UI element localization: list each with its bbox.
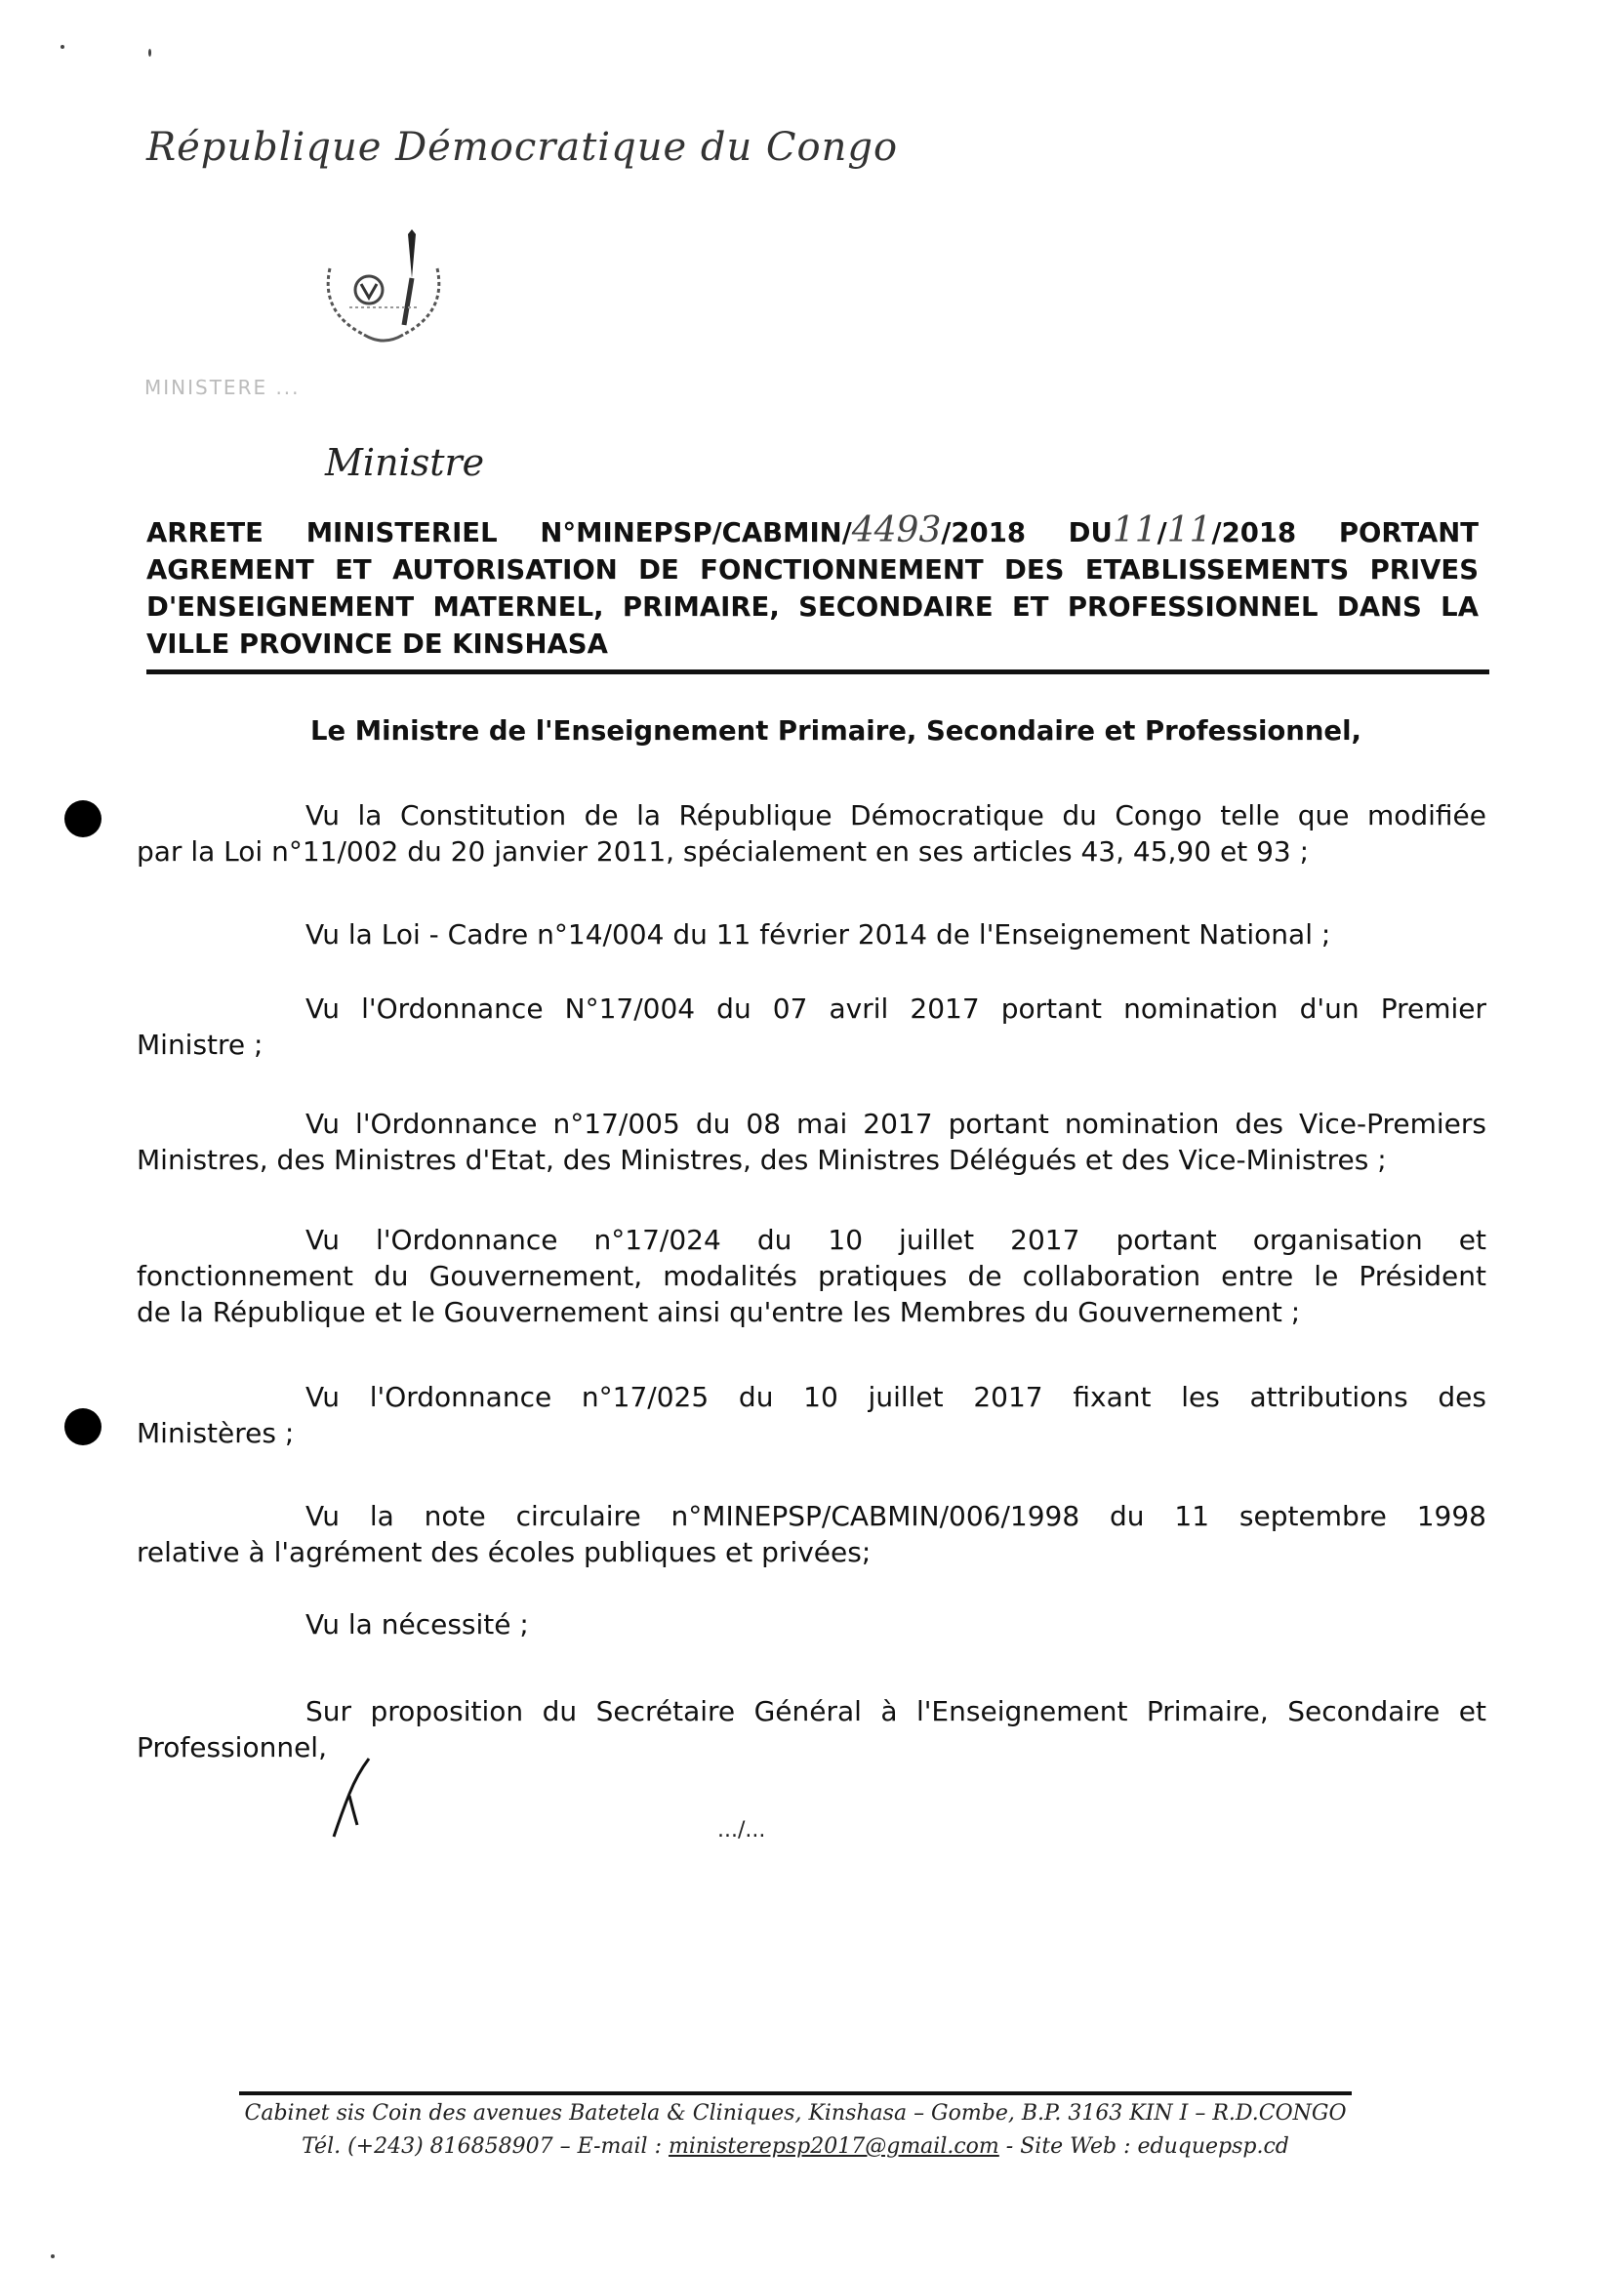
scan-speck xyxy=(148,49,151,57)
visa-necessite: Vu la nécessité ; xyxy=(305,1608,529,1641)
coat-of-arms-emblem xyxy=(310,220,457,356)
decree-heading xyxy=(146,512,1479,663)
visa-ordonnance-premier-ministre: Vu l'Ordonnance N°17/004 du 07 avril 2017 portant nomination d'un Premier Ministre ; xyxy=(137,993,1486,1061)
minister-title: Le Ministre de l'Enseignement Primaire, Secondaire et Professionnel, xyxy=(310,715,1361,747)
ministry-faded-text: MINISTERE ... xyxy=(144,376,301,399)
punch-hole xyxy=(64,800,102,837)
punch-hole xyxy=(64,1408,102,1445)
decree-month-handwritten: 11 xyxy=(1166,510,1212,550)
ministre-label: Ministre xyxy=(325,441,485,484)
decree-heading-line-2: AGREMENT ET AUTORISATION DE FONCTIONNEMENT DES ETABLISSEMENTS PRIVES xyxy=(146,554,1479,586)
heading-rule xyxy=(146,669,1489,674)
footer-rule xyxy=(239,2091,1352,2095)
footer-address: Cabinet sis Coin des avenues Batetela & Cliniques, Kinshasa – Gombe, B.P. 3163 KIN I – R.D.CONGO xyxy=(244,2101,1347,2126)
decree-number-handwritten: 4493 xyxy=(851,510,942,550)
visa-constitution: Vu la Constitution de la République Démocratique du Congo telle que modifiée par la Loi n°11/002 du 20 janvier 2011, spécialement en ses articles 43, 45,90 et 93 ; xyxy=(137,799,1486,868)
decree-heading-line-3: D'ENSEIGNEMENT MATERNEL, PRIMAIRE, SECONDAIRE ET PROFESSIONNEL DANS LA xyxy=(146,591,1479,623)
continued-marker: .../... xyxy=(717,1818,766,1843)
visa-proposition: Sur proposition du Secrétaire Général à l'Enseignement Primaire, Secondaire et Professionnel, xyxy=(137,1695,1486,1763)
visa-note-circulaire: Vu la note circulaire n°MINEPSP/CABMIN/006/1998 du 11 septembre 1998 relative à l'agrément des écoles publiques et privées; xyxy=(137,1500,1486,1568)
visa-ordonnance-attributions: Vu l'Ordonnance n°17/025 du 10 juillet 2017 fixant les attributions des Ministères ; xyxy=(137,1381,1486,1449)
footer-contact: Tél. (+243) 816858907 – E-mail : ministerepsp2017@gmail.com - Site Web : eduquepsp.cd xyxy=(302,2134,1289,2159)
visa-loi-cadre: Vu la Loi - Cadre n°14/004 du 11 février 2014 de l'Enseignement National ; xyxy=(305,918,1331,951)
visa-ordonnance-organisation: Vu l'Ordonnance n°17/024 du 10 juillet 2017 portant organisation et fonctionnement du Gouvernement, modalités pratiques de collaboration entre le Président de la République et le Gouvernement ainsi qu'entre les Membres du Gouvernement ; xyxy=(137,1224,1486,1328)
visa-ordonnance-vice-premiers: Vu l'Ordonnance n°17/005 du 08 mai 2017 portant nomination des Vice-Premiers Ministres, des Ministres d'Etat, des Ministres, des Ministres Délégués et des Vice-Ministres ; xyxy=(137,1108,1486,1176)
footer-email-link[interactable]: ministerepsp2017@gmail.com xyxy=(669,2134,999,2159)
decree-heading-line-1: ARRETE MINISTERIEL N°MINEPSP/CABMIN/4493/2018 DU11/11/2018 PORTANT xyxy=(146,510,1479,550)
scan-speck xyxy=(61,45,64,49)
handwritten-initial xyxy=(328,1755,386,1843)
decree-heading-line-4: VILLE PROVINCE DE KINSHASA xyxy=(146,628,608,660)
scan-speck xyxy=(51,2254,55,2258)
republic-name: République Démocratique du Congo xyxy=(146,125,899,170)
decree-day-handwritten: 11 xyxy=(1112,510,1157,550)
